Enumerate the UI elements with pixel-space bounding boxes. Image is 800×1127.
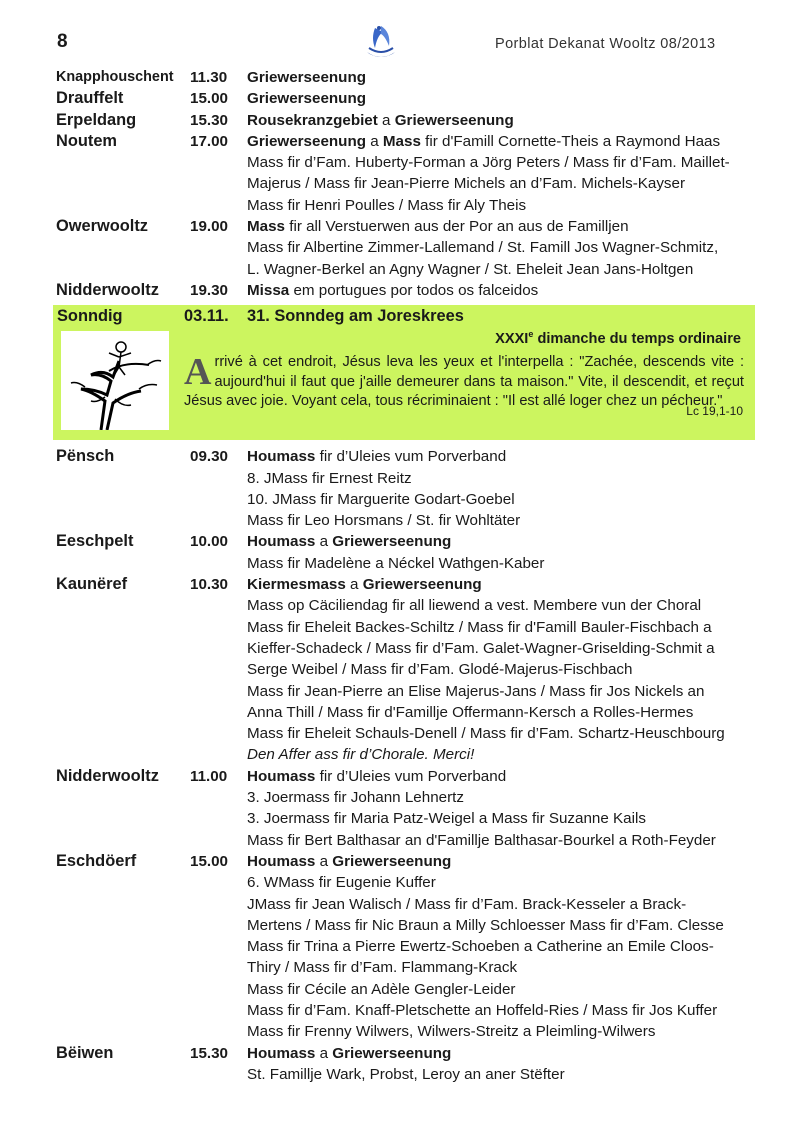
- bulletin-title: Porblat Dekanat Wooltz 08/2013: [495, 36, 716, 52]
- schedule-row: [0, 681, 800, 702]
- schedule-row: [0, 957, 800, 978]
- mass-time: 11.00: [190, 767, 228, 785]
- intention-text: Mass fir Madelène a Néckel Wathgen-Kaber: [247, 554, 545, 572]
- place-name: Owerwooltz: [56, 217, 148, 236]
- intention-text: Griewerseenung: [247, 90, 367, 108]
- schedule-row: [0, 195, 800, 216]
- intention-text: Kieffer-Schadeck / Mass fir d’Fam. Galet-Wagner-Griselding-Schmit a: [247, 639, 715, 657]
- schedule-row: [0, 553, 800, 574]
- schedule-row: [0, 489, 800, 510]
- schedule-row: [0, 88, 800, 109]
- intention-text: Mass fir Albertine Zimmer-Lallemand / St. Famill Jos Wagner-Schmitz,: [247, 239, 719, 257]
- mass-time: 15.00: [190, 90, 229, 108]
- place-name: Eschdöerf: [56, 851, 137, 870]
- schedule-row: [0, 280, 800, 301]
- intention-text: St. Famillje Wark, Probst, Leroy an aner Stëfter: [247, 1065, 565, 1083]
- mass-time: 19.30: [190, 281, 229, 299]
- intention-text: Mass fir Cécile an Adèle Gengler-Leider: [247, 980, 516, 998]
- sunday-highlight-box: [53, 305, 755, 440]
- schedule-row: [0, 216, 800, 237]
- place-name: Noutem: [56, 131, 118, 150]
- intention-text: Missa em portugues por todos os falceidos: [247, 281, 539, 299]
- schedule-row: [0, 237, 800, 258]
- intention-text: 10. JMass fir Marguerite Godart-Goebel: [247, 490, 515, 508]
- schedule-row: [0, 531, 800, 552]
- intention-text: Den Affer ass fir d’Chorale. Merci!: [247, 746, 475, 764]
- schedule-row: [0, 1021, 800, 1042]
- intention-text: Griewerseenung a Mass fir d'Famill Cornette-Theis a Raymond Haas: [247, 132, 721, 150]
- schedule-row: [0, 638, 800, 659]
- quote-text: rrivé à cet endroit, Jésus leva les yeux et l'interpella : "Zachée, descends vite : aujourd'hui il faut que j'aille demeurer dans ta maison." Vite, il descendit, et reçut Jésus avec joie. Voyant cela, tous récriminaient : "Il est allé loger chez un pécheur.": [184, 354, 744, 410]
- schedule-row: [0, 766, 800, 787]
- mass-time: 15.30: [190, 1044, 229, 1062]
- intention-text: Mass fir all Verstuerwen aus der Por an aus de Familljen: [247, 218, 629, 236]
- intention-text: Mass fir Jean-Pierre an Elise Majerus-Jans / Mass fir Jos Nickels an: [247, 682, 705, 700]
- mass-time: 11.30: [190, 69, 228, 86]
- place-name: Kaunëref: [56, 575, 128, 594]
- schedule-row: [0, 510, 800, 531]
- quote-drop-cap: A: [184, 351, 212, 394]
- sunday-schedule: [0, 446, 800, 1085]
- intention-text: Majerus / Mass fir Jean-Pierre Michels an d’Fam. Michels-Kayser: [247, 175, 686, 193]
- intention-text: Anna Thill / Mass fir d'Famillje Offermann-Kersch a Rolles-Hermes: [247, 703, 694, 721]
- intention-text: Rousekranzgebiet a Griewerseenung: [247, 111, 514, 129]
- quote-reference: Lc 19,1-10: [686, 404, 743, 419]
- schedule-row: [0, 872, 800, 893]
- schedule-row: [0, 173, 800, 194]
- schedule-row: [0, 936, 800, 957]
- sunday-title: 31. Sonndeg am Joreskrees: [247, 307, 464, 326]
- schedule-row: [0, 1064, 800, 1085]
- schedule-row: [0, 446, 800, 467]
- schedule-row: [0, 808, 800, 829]
- intention-text: JMass fir Jean Walisch / Mass fir d’Fam. Brack-Kesseler a Brack-: [247, 895, 687, 913]
- intention-text: Mass fir Eheleit Backes-Schiltz / Mass fir d'Famill Bauler-Fischbach a: [247, 618, 712, 636]
- mass-time: 15.00: [190, 852, 229, 870]
- schedule-row: [0, 915, 800, 936]
- mass-time: 10.30: [190, 576, 229, 594]
- intention-text: Houmass a Griewerseenung: [247, 852, 452, 870]
- intention-text: Houmass a Griewerseenung: [247, 1044, 452, 1062]
- place-name: Nidderwooltz: [56, 280, 159, 299]
- intention-text: 8. JMass fir Ernest Reitz: [247, 469, 412, 487]
- intention-text: L. Wagner-Berkel an Agny Wagner / St. Eheleit Jean Jans-Holtgen: [247, 260, 694, 278]
- mass-time: 10.00: [190, 533, 229, 551]
- intention-text: Mass fir Henri Poulles / Mass fir Aly Theis: [247, 196, 527, 214]
- schedule-row: [0, 830, 800, 851]
- sunday-day-label: Sonndig: [57, 307, 123, 326]
- dove-logo-icon: [361, 22, 401, 60]
- schedule-row: [0, 259, 800, 280]
- schedule-row: [0, 659, 800, 680]
- intention-text: Mass op Cäciliendag fir all liewend a vest. Membere vun der Choral: [247, 597, 702, 615]
- intention-text: Mass fir d’Fam. Knaff-Pletschette an Hoffeld-Ries / Mass fir Jos Kuffer: [247, 1001, 718, 1019]
- intention-text: Mass fir Frenny Wilwers, Wilwers-Streitz a Pleimling-Wilwers: [247, 1023, 656, 1041]
- schedule-row: [0, 723, 800, 744]
- sunday-date: 03.11.: [184, 307, 229, 326]
- mass-time: 15.30: [190, 111, 229, 129]
- sunday-subtitle: XXXIe dimanche du temps ordinaire: [495, 329, 741, 348]
- intention-text: Mass fir Bert Balthasar an d'Famillje Balthasar-Bourkel a Roth-Feyder: [247, 831, 716, 849]
- intention-text: 6. WMass fir Eugenie Kuffer: [247, 874, 436, 892]
- gospel-quote: [184, 353, 744, 412]
- intention-text: Griewerseenung: [247, 69, 367, 86]
- place-name: Bëiwen: [56, 1043, 114, 1062]
- schedule-row: [0, 617, 800, 638]
- intention-text: Serge Weibel / Mass fir d’Fam. Glodé-Majerus-Fischbach: [247, 661, 633, 679]
- schedule-row: [0, 787, 800, 808]
- page-number: 8: [57, 31, 68, 52]
- place-name: Knapphouschent: [56, 69, 174, 85]
- schedule-row: [0, 110, 800, 131]
- intention-text: Thiry / Mass fir d’Fam. Flammang-Krack: [247, 959, 518, 977]
- place-name: Erpeldang: [56, 110, 137, 129]
- schedule-row: [0, 702, 800, 723]
- schedule-row: [0, 1043, 800, 1064]
- schedule-row: [0, 595, 800, 616]
- zacchaeus-tree-icon: [61, 331, 169, 430]
- intention-text: Mertens / Mass fir Nic Braun a Milly Schloesser Mass fir d’Fam. Clesse: [247, 916, 724, 934]
- mass-schedule: [0, 67, 800, 1085]
- schedule-row: [0, 851, 800, 872]
- schedule-row: [0, 468, 800, 489]
- place-name: Drauffelt: [56, 89, 124, 108]
- intention-text: Mass fir Eheleit Schauls-Denell / Mass fir d’Fam. Schartz-Heuschbourg: [247, 725, 725, 743]
- schedule-row: [0, 894, 800, 915]
- schedule-row: [0, 152, 800, 173]
- place-name: Eeschpelt: [56, 532, 134, 551]
- schedule-row: [0, 67, 800, 88]
- schedule-row: [0, 744, 800, 765]
- place-name: Pënsch: [56, 447, 115, 466]
- intention-text: Houmass a Griewerseenung: [247, 533, 452, 551]
- intention-text: 3. Joermass fir Maria Patz-Weigel a Mass fir Suzanne Kails: [247, 810, 646, 828]
- mass-time: 19.00: [190, 218, 229, 236]
- intention-text: Mass fir Leo Horsmans / St. fir Wohltäter: [247, 512, 521, 530]
- intention-text: Houmass fir d’Uleies vum Porverband: [247, 767, 507, 785]
- mass-time: 09.30: [190, 448, 229, 466]
- schedule-row: [0, 979, 800, 1000]
- place-name: Nidderwooltz: [56, 766, 159, 785]
- saturday-schedule: [0, 67, 800, 301]
- mass-time: 17.00: [190, 132, 229, 150]
- intention-text: Kiermesmass a Griewerseenung: [247, 576, 482, 594]
- intention-text: Mass fir d’Fam. Huberty-Forman a Jörg Peters / Mass fir d’Fam. Maillet-: [247, 154, 730, 172]
- intention-text: 3. Joermass fir Johann Lehnertz: [247, 789, 464, 807]
- intention-text: Mass fir Trina a Pierre Ewertz-Schoeben a Catherine an Emile Cloos-: [247, 938, 714, 956]
- schedule-row: [0, 574, 800, 595]
- schedule-row: [0, 131, 800, 152]
- schedule-row: [0, 1000, 800, 1021]
- intention-text: Houmass fir d’Uleies vum Porverband: [247, 448, 507, 466]
